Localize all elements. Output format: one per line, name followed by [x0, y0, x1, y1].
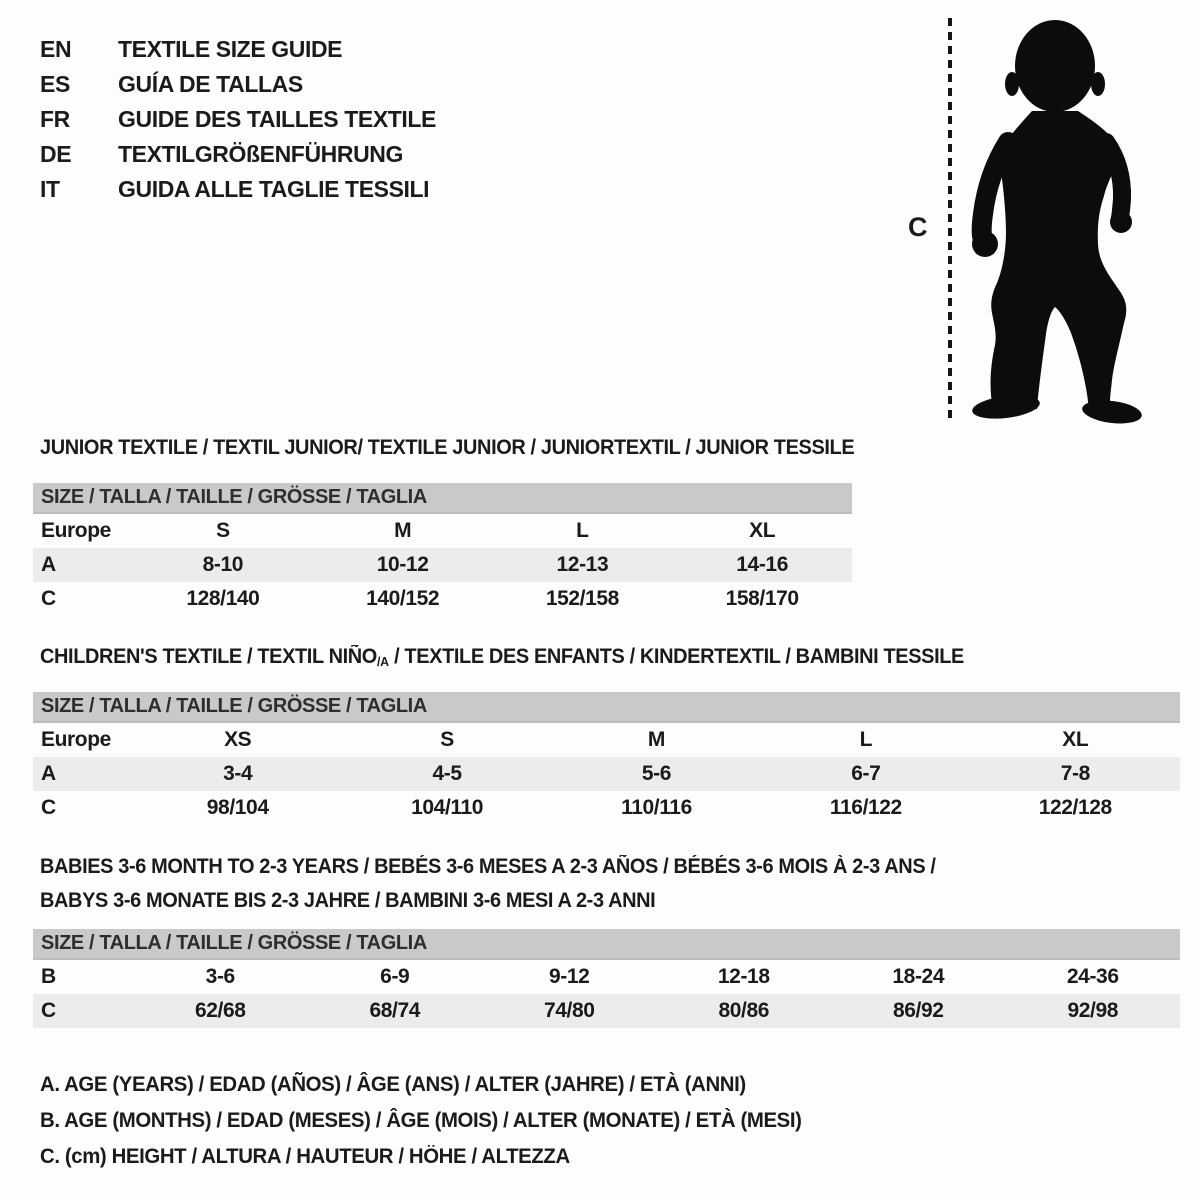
- junior-section-heading: JUNIOR TEXTILE / TEXTIL JUNIOR/ TEXTILE JUNIOR / JUNIORTEXTIL / JUNIOR TESSILE: [40, 436, 855, 459]
- size-cell: M: [394, 519, 412, 542]
- size-cell: 158/170: [725, 587, 799, 610]
- size-cell: 74/80: [482, 994, 657, 1028]
- lang-code: FR: [40, 106, 70, 132]
- lang-label: GUIDE DES TAILLES TEXTILE: [118, 106, 436, 132]
- row-label: A: [33, 757, 133, 791]
- toddler-silhouette-icon: [960, 16, 1150, 426]
- size-cell: 9-12: [549, 965, 590, 988]
- children-size-table: [33, 692, 1180, 825]
- babies-size-table: [33, 929, 1180, 1028]
- row-label: A: [33, 548, 133, 582]
- size-header-bar: SIZE / TALLA / TAILLE / GRÖSSE / TAGLIA: [33, 692, 1180, 722]
- row-label: C: [33, 994, 133, 1028]
- lang-row-it: [40, 172, 436, 207]
- table-header-row: [33, 929, 1180, 959]
- lang-row-fr: [40, 102, 436, 137]
- table-row: [33, 757, 1180, 791]
- size-header-bar: SIZE / TALLA / TAILLE / GRÖSSE / TAGLIA: [33, 483, 852, 513]
- lang-row-es: [40, 67, 436, 102]
- table-row: [33, 959, 1180, 994]
- size-cell: 18-24: [892, 965, 945, 988]
- table-row: [33, 582, 852, 616]
- row-label: B: [41, 965, 56, 988]
- size-cell: 7-8: [971, 757, 1180, 791]
- table-row: [33, 548, 852, 582]
- children-section-heading: [40, 645, 964, 669]
- table-header-row: [33, 692, 1180, 722]
- size-cell: 12-13: [493, 548, 673, 582]
- size-cell: L: [576, 519, 589, 542]
- legend-line-c: C. (cm) HEIGHT / ALTURA / HAUTEUR / HÖHE / ALTEZZA: [40, 1145, 570, 1168]
- size-cell: 24-36: [1066, 965, 1119, 988]
- size-cell: 110/116: [621, 796, 692, 819]
- lang-code: ES: [40, 71, 70, 97]
- lang-label: GUÍA DE TALLAS: [118, 71, 303, 97]
- lang-code: DE: [40, 141, 72, 167]
- size-cell: 12-18: [717, 965, 770, 988]
- junior-size-table: [33, 483, 852, 616]
- size-cell: 116/122: [829, 796, 902, 819]
- size-cell: 14-16: [672, 548, 852, 582]
- size-cell: 98/104: [206, 796, 269, 819]
- row-label: Europe: [41, 728, 111, 751]
- size-cell: 3-6: [205, 965, 235, 988]
- size-header-bar: SIZE / TALLA / TAILLE / GRÖSSE / TAGLIA: [33, 929, 1180, 959]
- size-cell: 128/140: [186, 587, 260, 610]
- toddler-figure: [960, 16, 1150, 426]
- size-cell: 152/158: [545, 587, 619, 610]
- table-row: [33, 791, 1180, 825]
- size-cell: 3-4: [133, 757, 342, 791]
- legend-line-b: B. AGE (MONTHS) / EDAD (MESES) / ÂGE (MOIS) / ALTER (MONATE) / ETÀ (MESI): [40, 1109, 802, 1132]
- lang-label: TEXTILGRÖßENFÜHRUNG: [118, 141, 403, 167]
- legend-line-a: A. AGE (YEARS) / EDAD (AÑOS) / ÂGE (ANS) / ALTER (JAHRE) / ETÀ (ANNI): [40, 1073, 746, 1096]
- lang-code: EN: [40, 36, 72, 62]
- size-cell: 140/152: [366, 587, 440, 610]
- row-label: C: [41, 587, 56, 610]
- height-marker-label: C: [908, 212, 928, 242]
- size-cell: M: [647, 728, 666, 751]
- size-cell: 104/110: [411, 796, 484, 819]
- size-cell: 92/98: [1006, 994, 1181, 1028]
- table-row: [33, 722, 1180, 757]
- size-cell: 6-7: [761, 757, 970, 791]
- size-cell: 10-12: [313, 548, 493, 582]
- size-cell: 8-10: [133, 548, 313, 582]
- size-cell: 86/92: [831, 994, 1006, 1028]
- lang-label: TEXTILE SIZE GUIDE: [118, 36, 343, 62]
- size-cell: L: [859, 728, 873, 751]
- language-list: [40, 32, 436, 207]
- size-cell: 62/68: [133, 994, 308, 1028]
- height-measure-dashed-line: [948, 18, 952, 418]
- lang-label: GUIDA ALLE TAGLIE TESSILI: [118, 176, 430, 202]
- size-cell: 4-5: [342, 757, 551, 791]
- size-cell: 6-9: [380, 965, 410, 988]
- size-cell: 80/86: [657, 994, 832, 1028]
- babies-section-heading-line1: BABIES 3-6 MONTH TO 2-3 YEARS / BEBÉS 3-6 MESES A 2-3 AÑOS / BÉBÉS 3-6 MOIS À 2-3 ANS /: [40, 855, 936, 878]
- size-cell: 122/128: [1038, 796, 1112, 819]
- table-row: [33, 513, 852, 548]
- size-cell: 5-6: [552, 757, 761, 791]
- children-heading-rest: / TEXTILE DES ENFANTS / KINDERTEXTIL / BAMBINI TESSILE: [388, 645, 964, 668]
- size-cell: 68/74: [308, 994, 483, 1028]
- size-cell: S: [216, 519, 230, 542]
- table-header-row: [33, 483, 852, 513]
- row-label: Europe: [41, 519, 111, 542]
- table-row: [33, 994, 1180, 1028]
- lang-row-en: [40, 32, 436, 67]
- children-heading-main: CHILDREN'S TEXTILE / TEXTIL NIÑO: [40, 645, 377, 668]
- children-heading-subscript: /A: [376, 654, 389, 669]
- lang-code: IT: [40, 176, 60, 202]
- size-cell: XL: [1062, 728, 1089, 751]
- babies-section-heading-line2: BABYS 3-6 MONATE BIS 2-3 JAHRE / BAMBINI 3-6 MESI A 2-3 ANNI: [40, 889, 656, 912]
- row-label: C: [41, 796, 56, 819]
- size-cell: XS: [224, 728, 252, 751]
- size-cell: XL: [749, 519, 776, 542]
- lang-row-de: [40, 137, 436, 172]
- size-cell: S: [440, 728, 454, 751]
